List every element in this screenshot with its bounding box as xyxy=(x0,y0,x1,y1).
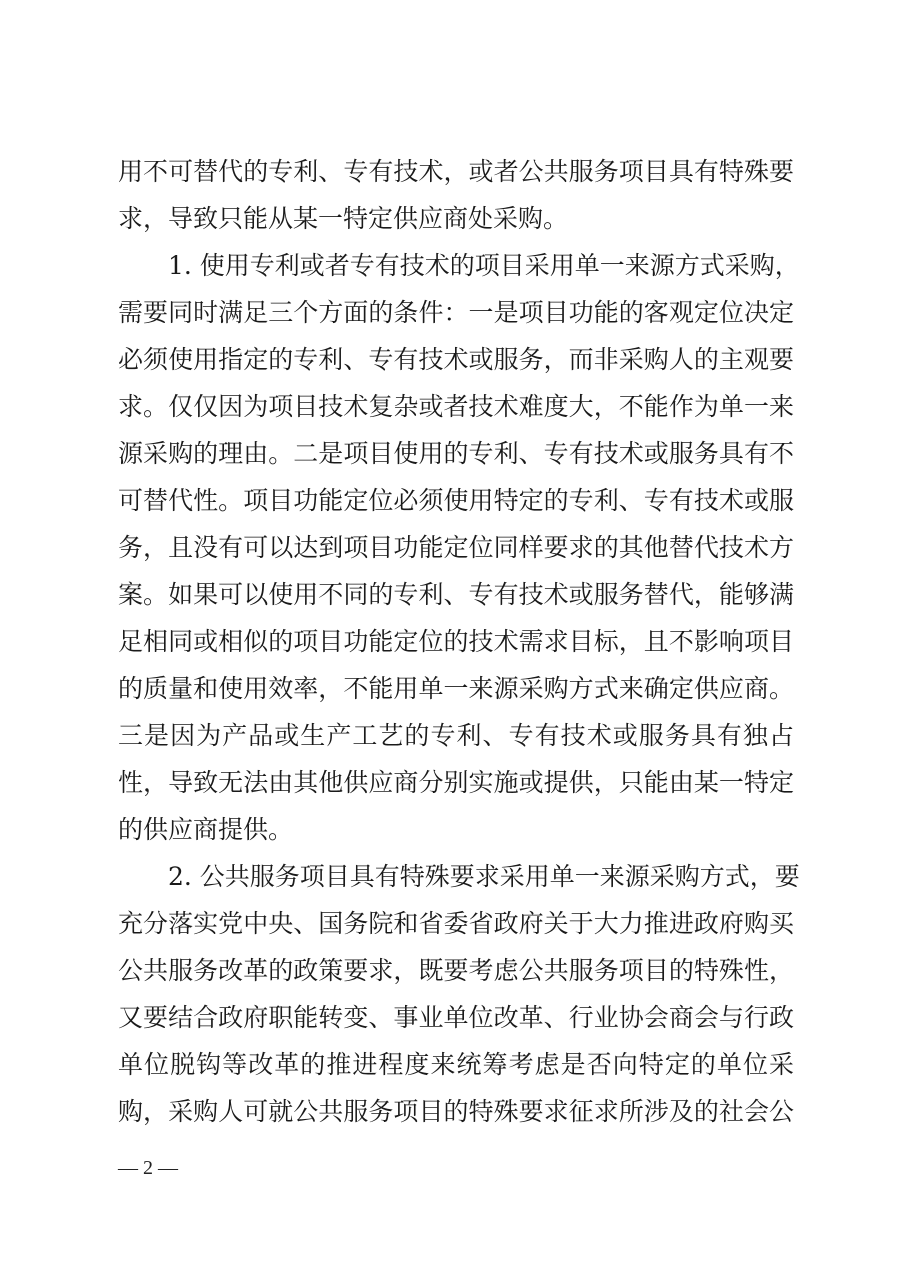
text-line: 求。仅仅因为项目技术复杂或者技术难度大，不能作为单一来 xyxy=(118,392,794,421)
text-line: 必须使用指定的专利、专有技术或服务，而非采购人的主观要 xyxy=(118,345,794,374)
text-line: 足相同或相似的项目功能定位的技术需求目标，且不影响项目 xyxy=(118,627,794,656)
text-line: 的质量和使用效率，不能用单一来源采购方式来确定供应商。 xyxy=(118,674,794,703)
paragraph-patent-technology xyxy=(118,242,800,853)
text-line: 务，且没有可以达到项目功能定位同样要求的其他替代技术方 xyxy=(118,533,794,562)
text-line: 购，采购人可就公共服务项目的特殊要求征求所涉及的社会公 xyxy=(118,1097,794,1126)
text-line: 需要同时满足三个方面的条件：一是项目功能的客观定位决定 xyxy=(118,298,794,327)
paragraph-continuation xyxy=(118,148,794,242)
text-line: 2. 公共服务项目具有特殊要求采用单一来源采购方式，要 xyxy=(168,862,800,891)
text-line: 单位脱钩等改革的推进程度来统筹考虑是否向特定的单位采 xyxy=(118,1050,794,1079)
text-line: 性，导致无法由其他供应商分别实施或提供，只能由某一特定 xyxy=(118,768,794,797)
document-body xyxy=(118,148,800,1135)
text-line: 1. 使用专利或者专有技术的项目采用单一来源方式采购， xyxy=(168,251,800,280)
text-line: 公共服务改革的政策要求，既要考虑公共服务项目的特殊性， xyxy=(118,956,794,985)
text-line: 案。如果可以使用不同的专利、专有技术或服务替代，能够满 xyxy=(118,580,794,609)
text-line: 三是因为产品或生产工艺的专利、专有技术或服务具有独占 xyxy=(118,721,794,750)
text-line: 充分落实党中央、国务院和省委省政府关于大力推进政府购买 xyxy=(118,909,794,938)
paragraph-public-service xyxy=(118,853,800,1135)
text-line: 源采购的理由。二是项目使用的专利、专有技术或服务具有不 xyxy=(118,439,794,468)
text-line: 用不可替代的专利、专有技术，或者公共服务项目具有特殊要 xyxy=(118,157,794,186)
text-line: 又要结合政府职能转变、事业单位改革、行业协会商会与行政 xyxy=(118,1003,794,1032)
text-line: 的供应商提供。 xyxy=(118,815,294,844)
page-number: — 2 — xyxy=(118,1157,178,1179)
text-line: 可替代性。项目功能定位必须使用特定的专利、专有技术或服 xyxy=(118,486,794,515)
text-line: 求，导致只能从某一特定供应商处采购。 xyxy=(118,204,569,233)
